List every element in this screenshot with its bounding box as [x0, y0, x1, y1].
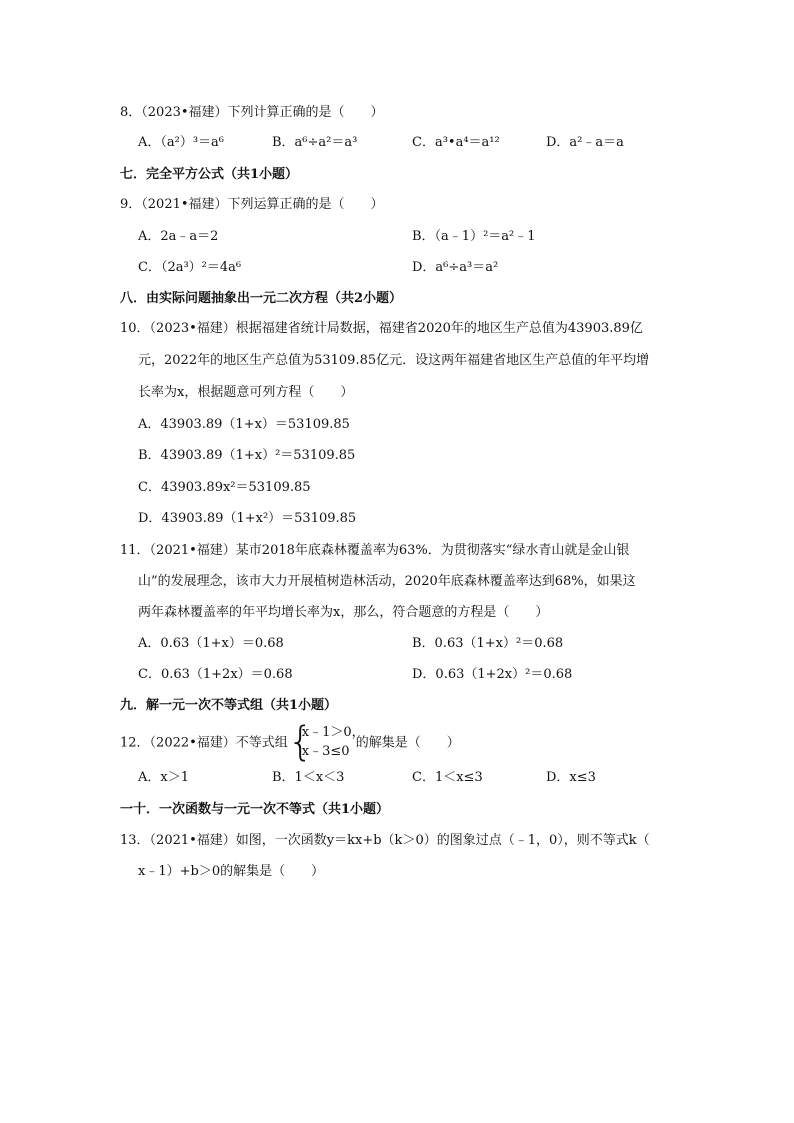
q9-option-b: B．（a﹣1）²＝a²﹣1 — [412, 229, 536, 244]
q12-option-a: A．x＞1 — [138, 770, 189, 785]
q10-line-1: 10．（2023•福建）根据福建省统计局数据，福建省2020年的地区生产总值为43903.89亿 — [120, 321, 643, 336]
q8-option-b: B．a⁶÷a²＝a³ — [272, 135, 358, 150]
q12-stem — [120, 719, 460, 765]
q9-option-a: A．2a﹣a＝2 — [138, 229, 219, 244]
q10-line-2: 元，2022年的地区生产总值为53109.85亿元．设这两年福建省地区生产总值的年平均增 — [138, 353, 650, 368]
q10-option-a: A．43903.89（1+x）＝53109.85 — [138, 417, 350, 432]
q11-option-c: C．0.63（1+2x）＝0.68 — [138, 667, 293, 682]
section-7-heading: 七．完全平方公式（共1小题） — [120, 167, 299, 182]
q11-option-b: B．0.63（1+x）²＝0.68 — [412, 636, 564, 651]
inequality-1: x﹣1＞0， — [301, 725, 365, 740]
q10-option-d: D．43903.89（1+x²）＝53109.85 — [138, 511, 357, 526]
section-8-heading: 八．由实际问题抽象出一元二次方程（共2小题） — [120, 291, 403, 306]
section-10-heading: 一十．一次函数与一元一次不等式（共1小题） — [120, 802, 390, 817]
q9-option-c: C．（2a³）²＝4a⁶ — [138, 260, 242, 275]
q10-line-3: 长率为x，根据题意可列方程（ ） — [138, 385, 354, 400]
brace-glyph: { — [287, 719, 314, 765]
inequality-system — [287, 719, 365, 765]
q11-line-3: 两年森林覆盖率的年平均增长率为x，那么，符合题意的方程是（ ） — [138, 605, 549, 620]
q10-option-b: B．43903.89（1+x）²＝53109.85 — [138, 448, 356, 463]
q8-option-d: D．a²﹣a＝a — [546, 135, 624, 150]
q13-line-1: 13．（2021•福建）如图，一次函数y＝kx+b（k＞0）的图象过点（﹣1，0），则不等式k（ — [120, 833, 650, 848]
section-9-heading: 九．解一元一次不等式组（共1小题） — [120, 698, 338, 713]
q11-line-2: 山”的发展理念，该市大力开展植树造林活动，2020年底森林覆盖率达到68%，如果这 — [138, 574, 636, 589]
q11-option-a: A．0.63（1+x）＝0.68 — [138, 636, 284, 651]
q8-option-a: A．（a²）³＝a⁶ — [138, 135, 225, 150]
q12-option-b: B．1＜x＜3 — [272, 770, 345, 785]
q12-option-c: C．1＜x≤3 — [412, 770, 483, 785]
q12-stem-pre: 12．（2022•福建）不等式组 — [120, 735, 288, 751]
q8-option-c: C．a³•a⁴＝a¹² — [412, 135, 500, 150]
inequality-2: x﹣3≤0 — [301, 744, 350, 759]
q10-option-c: C．43903.89x²＝53109.85 — [138, 480, 311, 495]
q12-stem-post: 的解集是（ ） — [355, 735, 460, 751]
q12-option-d: D．x≤3 — [546, 770, 596, 785]
q9-stem: 9．（2021•福建）下列运算正确的是（ ） — [120, 197, 384, 212]
q9-option-d: D．a⁶÷a³＝a² — [412, 260, 499, 275]
q11-line-1: 11．（2021•福建）某市2018年底森林覆盖率为63%．为贯彻落实“绿水青山就是金山银 — [120, 543, 630, 558]
q13-line-2: x﹣1）+b＞0的解集是（ ） — [138, 864, 325, 879]
q8-stem: 8．（2023•福建）下列计算正确的是（ ） — [120, 105, 384, 120]
q11-option-d: D．0.63（1+2x）²＝0.68 — [412, 667, 573, 682]
